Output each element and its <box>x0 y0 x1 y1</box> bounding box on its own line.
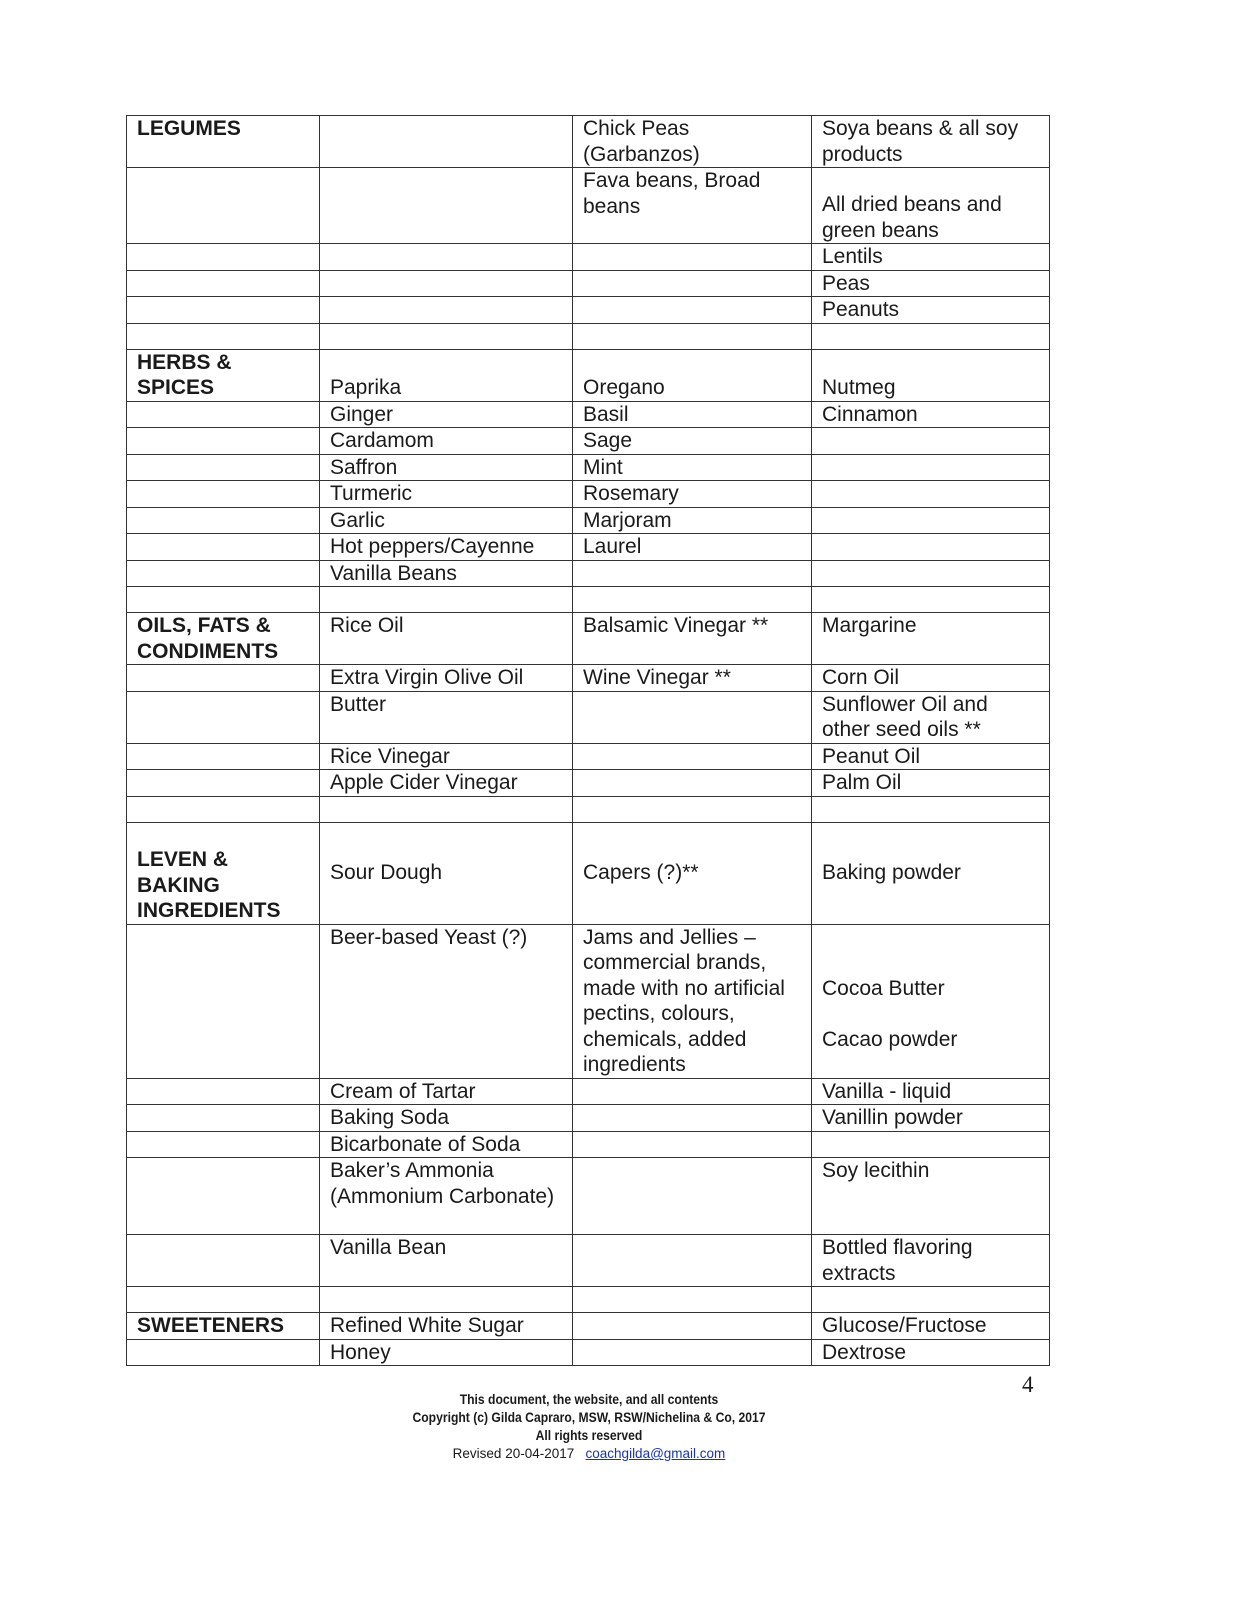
table-cell: Jams and Jellies – commercial brands, made with no artificial pectins, colours, chemicals, added ingredients <box>573 924 812 1078</box>
table-row <box>127 116 1050 168</box>
table-cell: Cinnamon <box>812 401 1050 428</box>
table-row <box>127 481 1050 508</box>
table-cell: Rice Vinegar <box>320 743 573 770</box>
table-cell: Hot peppers/Cayenne <box>320 534 573 561</box>
spacer-row <box>127 587 1050 613</box>
table-row <box>127 534 1050 561</box>
cacao-powder-text: Cacao powder <box>822 1027 958 1051</box>
table-row <box>127 1235 1050 1287</box>
table-cell: Margarine <box>812 613 1050 665</box>
table-row <box>127 1105 1050 1132</box>
table-cell: Vanillin powder <box>812 1105 1050 1132</box>
table-cell: Lentils <box>812 244 1050 271</box>
table-cell: Vanilla Beans <box>320 560 573 587</box>
table-cell: Oregano <box>573 349 812 401</box>
footer-copyright: Copyright (c) Gilda Capraro, MSW, RSW/Nichelina & Co, 2017 <box>412 1410 766 1425</box>
table-row <box>127 1313 1050 1340</box>
table-row <box>127 168 1050 244</box>
table-cell: Fava beans, Broad beans <box>573 168 812 244</box>
table-cell: Wine Vinegar ** <box>573 665 812 692</box>
table-row <box>127 743 1050 770</box>
category-label: LEVEN & BAKING INGREDIENTS <box>127 822 320 924</box>
table-row <box>127 822 1050 924</box>
table-cell: Peanut Oil <box>812 743 1050 770</box>
table-cell: Cardamom <box>320 428 573 455</box>
table-cell: Apple Cider Vinegar <box>320 770 573 797</box>
table-cell: Balsamic Vinegar ** <box>573 613 812 665</box>
category-label: HERBS & SPICES <box>127 349 320 401</box>
table-row <box>127 560 1050 587</box>
table-cell: Glucose/Fructose <box>812 1313 1050 1340</box>
table-cell: Garlic <box>320 507 573 534</box>
table-cell: Honey <box>320 1339 573 1366</box>
table-row <box>127 401 1050 428</box>
table-cell: Capers (?)** <box>573 822 812 924</box>
table-row <box>127 454 1050 481</box>
table-cell: Sage <box>573 428 812 455</box>
table-row <box>127 428 1050 455</box>
table-cell: Baking powder <box>812 822 1050 924</box>
table-cell: Beer-based Yeast (?) <box>320 924 573 1078</box>
table-row <box>127 349 1050 401</box>
table-cell: Dextrose <box>812 1339 1050 1366</box>
table-row <box>127 270 1050 297</box>
table-cell: Corn Oil <box>812 665 1050 692</box>
table-row <box>127 1339 1050 1366</box>
table-cell: Marjoram <box>573 507 812 534</box>
table-cell: All dried beans and green beans <box>812 168 1050 244</box>
spacer-row <box>127 1287 1050 1313</box>
table-cell: Refined White Sugar <box>320 1313 573 1340</box>
footer-revised-line <box>0 1445 1178 1463</box>
table-cell: Extra Virgin Olive Oil <box>320 665 573 692</box>
table-cell: Soy lecithin <box>812 1158 1050 1235</box>
table-cell: Soya beans & all soy products <box>812 116 1050 168</box>
table-cell: Cream of Tartar <box>320 1078 573 1105</box>
table-cell: Chick Peas (Garbanzos) <box>573 116 812 168</box>
page-number: 4 <box>1022 1372 1034 1397</box>
table-cell: Baker’s Ammonia (Ammonium Carbonate) <box>320 1158 573 1235</box>
table-cell: Sour Dough <box>320 822 573 924</box>
table-cell: Mint <box>573 454 812 481</box>
table-row <box>127 1158 1050 1235</box>
email-link[interactable]: coachgilda@gmail.com <box>585 1446 726 1461</box>
table-row <box>127 691 1050 743</box>
table-cell: Baking Soda <box>320 1105 573 1132</box>
revised-date: Revised 20-04-2017 <box>452 1446 575 1461</box>
table-row <box>127 613 1050 665</box>
spacer-row <box>127 796 1050 822</box>
food-category-table <box>126 115 1050 1366</box>
table-cell: Vanilla - liquid <box>812 1078 1050 1105</box>
footer-line-1: This document, the website, and all contents <box>459 1392 719 1407</box>
footer <box>0 1391 1178 1463</box>
table-row <box>127 770 1050 797</box>
category-label: LEGUMES <box>127 116 320 168</box>
table-cell: Turmeric <box>320 481 573 508</box>
table-cell: Palm Oil <box>812 770 1050 797</box>
table-cell: Basil <box>573 401 812 428</box>
table-row <box>127 1078 1050 1105</box>
table-row <box>127 1131 1050 1158</box>
table-row <box>127 665 1050 692</box>
table-cell: Nutmeg <box>812 349 1050 401</box>
table-cell: Vanilla Bean <box>320 1235 573 1287</box>
category-label: OILS, FATS & CONDIMENTS <box>127 613 320 665</box>
table-cell: Butter <box>320 691 573 743</box>
table-cell: Paprika <box>320 349 573 401</box>
table-cell: Rosemary <box>573 481 812 508</box>
table-row <box>127 507 1050 534</box>
table-cell: Saffron <box>320 454 573 481</box>
table-cell: Laurel <box>573 534 812 561</box>
table-row <box>127 297 1050 324</box>
table-cell: Rice Oil <box>320 613 573 665</box>
category-label: SWEETENERS <box>127 1313 320 1340</box>
table-cell: Peanuts <box>812 297 1050 324</box>
table-cell: Ginger <box>320 401 573 428</box>
cocoa-butter-text: Cocoa Butter <box>822 976 945 1000</box>
table-row <box>127 244 1050 271</box>
table-cell: Bottled flavoring extracts <box>812 1235 1050 1287</box>
spacer-row <box>127 323 1050 349</box>
table-cell: Sunflower Oil and other seed oils ** <box>812 691 1050 743</box>
table-cell: Bicarbonate of Soda <box>320 1131 573 1158</box>
table-cell <box>812 924 1050 1078</box>
footer-rights: All rights reserved <box>535 1428 643 1443</box>
table-row <box>127 924 1050 1078</box>
table-cell: Peas <box>812 270 1050 297</box>
